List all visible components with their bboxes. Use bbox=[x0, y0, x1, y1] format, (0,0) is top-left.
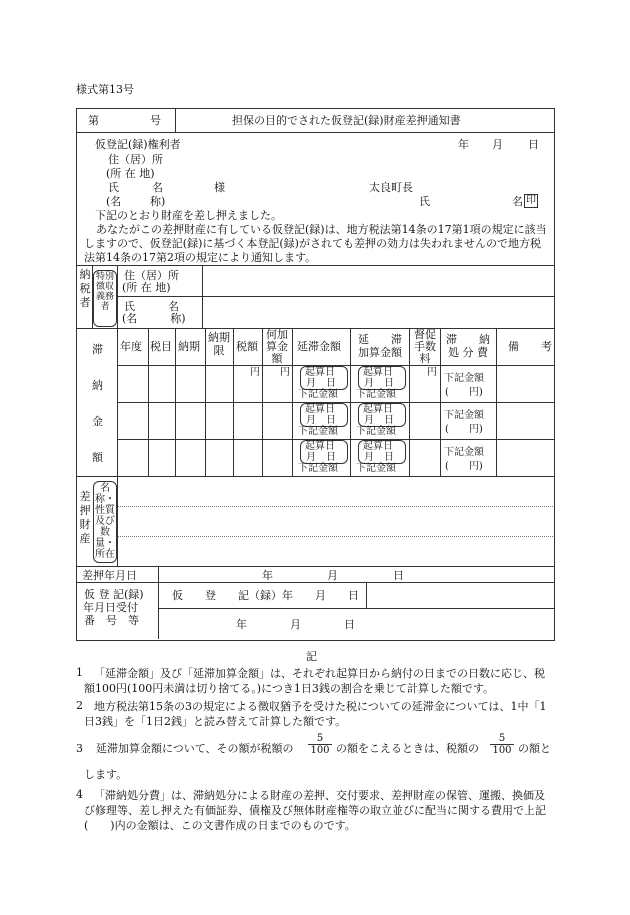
col-year: 年度 bbox=[120, 340, 142, 353]
form-number: 様式第13号 bbox=[76, 83, 134, 96]
name-alt-a: (名 bbox=[106, 195, 122, 208]
add-monthday-3: 月 日 bbox=[364, 452, 394, 463]
note-2-text: 地方税法第15条の3の規定による徴収猶予を受けた税についての延滞金については、1中「1日3銭」を「1日2銭」と読み替えて計算した額です。 bbox=[84, 700, 547, 728]
fee-note-2: 下記金額 bbox=[444, 410, 484, 421]
intro-line: 下記のとおり財産を差し押えました。 bbox=[95, 209, 282, 222]
col-dunning-fee: 督促手数料 bbox=[414, 328, 436, 365]
delinquency-monthday-2: 月 日 bbox=[306, 415, 336, 426]
col-disposal-fee: 滞 納処 分 費 bbox=[446, 333, 490, 359]
fraction-2-denominator: 100 bbox=[490, 744, 514, 756]
col-remarks: 備 考 bbox=[508, 340, 552, 353]
fee-paren-2: ( 円) bbox=[445, 424, 483, 435]
notice-body: あなたがこの差押財産に有している仮登記(録)は、地方税法第14条の17第1項の規定に該当しますので、仮登記(録)に基づく本登記(録)がされても差押の効力は失われませんので地方税法第14条の17第2項の規定により通知します。 bbox=[84, 223, 547, 264]
seizure-month: 月 bbox=[327, 569, 338, 582]
add-below-2: 下記金額 bbox=[356, 426, 396, 437]
number-prefix: 第 bbox=[88, 114, 99, 127]
delinquency-start-1: 起算日 bbox=[305, 367, 335, 378]
add-below-3: 下記金額 bbox=[356, 463, 396, 474]
delinquency-below-3: 下記金額 bbox=[298, 463, 338, 474]
yen-additional: 円 bbox=[280, 367, 290, 378]
sama-label: 様 bbox=[214, 181, 225, 194]
add-start-2: 起算日 bbox=[363, 404, 393, 415]
delinquency-monthday-3: 月 日 bbox=[306, 452, 336, 463]
registration-right-divider bbox=[366, 582, 367, 608]
number-suffix: 号 bbox=[150, 114, 161, 127]
seizure-day: 日 bbox=[393, 569, 404, 582]
col-delinquency: 延滞金額 bbox=[297, 340, 341, 353]
registration-mid-line bbox=[158, 608, 554, 609]
add-start-1: 起算日 bbox=[363, 367, 393, 378]
note-1-number: 1 bbox=[76, 666, 83, 679]
col-delinquency-add: 延 滞加算金額 bbox=[358, 333, 402, 359]
note-4-number: 4 bbox=[76, 788, 83, 801]
seizure-date-label: 差押年月日 bbox=[82, 569, 137, 582]
note-4-text: 「滞納処分費」は、滞納処分による財産の差押、交付要求、差押財産の保管、運搬、換価及び修理等、差し押えた有価証券、債権及び無体財産権等の取立並びに配当に関する費用で上記( )内の金額は、この文書作成の日までのものです。 bbox=[84, 789, 546, 832]
registration-value: 仮 登 記（録）年 月 日 bbox=[172, 589, 359, 602]
delinquency-below-2: 下記金額 bbox=[298, 426, 338, 437]
right-holder-label: 仮登記(録)権利者 bbox=[95, 138, 181, 151]
property-detail-label: 名称・性質及び数量・所在 bbox=[95, 483, 115, 560]
fee-note-1: 下記金額 bbox=[444, 373, 484, 384]
notes-heading: 記 bbox=[306, 650, 317, 663]
registration-number-month: 月 bbox=[290, 618, 301, 631]
seizure-bottom-line bbox=[76, 582, 554, 583]
delinquency-monthday-1: 月 日 bbox=[306, 378, 336, 389]
note-3-text-b: の額をこえるときは、税額の bbox=[336, 742, 479, 755]
document-title: 担保の目的でされた仮登記(録)財産差押通知書 bbox=[232, 114, 461, 127]
property-dotted-1 bbox=[118, 506, 553, 507]
name-shi: 氏 bbox=[108, 181, 119, 194]
property-dotted-2 bbox=[118, 536, 553, 537]
arrears-char-1: 滞 bbox=[92, 343, 103, 356]
yen-dunning-fee: 円 bbox=[427, 367, 437, 378]
add-start-3: 起算日 bbox=[363, 441, 393, 452]
date-divider bbox=[158, 566, 159, 639]
yen-tax-amount: 円 bbox=[250, 367, 260, 378]
registration-label-3: 番 号 等 bbox=[84, 614, 139, 627]
note-3-text-c: の額と bbox=[518, 742, 551, 755]
arrears-bottom-line bbox=[76, 476, 554, 477]
note-2-number: 2 bbox=[76, 699, 83, 712]
taxpayer-label: 納税者 bbox=[79, 268, 91, 309]
special-collector-label: 特別徴収義務者 bbox=[95, 272, 114, 312]
fraction-1-denominator: 100 bbox=[308, 744, 332, 756]
fee-note-3: 下記金額 bbox=[444, 447, 484, 458]
note-3-fraction-2 bbox=[490, 733, 514, 756]
registration-label-2: 年月日受付 bbox=[83, 601, 138, 614]
note-3-text-a: 延滞加算金額について、その額が税額の bbox=[96, 742, 294, 755]
note-3-fraction-1 bbox=[308, 733, 332, 756]
col-due-date: 納期限 bbox=[208, 331, 230, 357]
taxpayer-mid-line bbox=[117, 296, 554, 297]
col-additional: 何加算金額 bbox=[266, 328, 288, 365]
delinquency-below-1: 下記金額 bbox=[298, 389, 338, 400]
fee-paren-1: ( 円) bbox=[445, 387, 483, 398]
date-month: 月 bbox=[492, 138, 503, 151]
registration-label-1: 仮 登 記(録) bbox=[84, 588, 144, 601]
location-label: (所 在 地) bbox=[106, 167, 155, 180]
fee-paren-3: ( 円) bbox=[445, 461, 483, 472]
taxpayer-name-alt-label: (名 称) bbox=[122, 312, 186, 325]
date-day: 日 bbox=[528, 138, 539, 151]
col-tax-amount: 税額 bbox=[236, 340, 258, 353]
note-1-text: 「延滞金額」及び「延滞加算金額」は、それぞれ起算日から納付の日までの日数に応じ、税額100円(100円未満は切り捨てる。)につき1日3銭の割合を乗じて計算した額です。 bbox=[84, 667, 545, 695]
arrears-char-3: 金 bbox=[92, 415, 103, 428]
registration-number-year: 年 bbox=[236, 618, 247, 631]
mayor-title: 太良町長 bbox=[369, 181, 413, 194]
fraction-1-numerator: 5 bbox=[316, 733, 324, 744]
official-mei: 名 bbox=[512, 195, 523, 208]
address-label: 住（居）所 bbox=[108, 153, 163, 166]
add-monthday-2: 月 日 bbox=[364, 415, 394, 426]
arrears-char-2: 納 bbox=[92, 379, 103, 392]
note-3-number: 3 bbox=[76, 742, 83, 755]
recipient-bottom-line bbox=[76, 265, 554, 266]
header-bottom-line bbox=[76, 132, 554, 133]
property-label: 差押財産 bbox=[79, 490, 91, 545]
taxpayer-location-label: (所 在 地) bbox=[122, 281, 171, 294]
col-tax-item: 税目 bbox=[150, 340, 172, 353]
date-year: 年 bbox=[458, 138, 469, 151]
arrears-char-4: 額 bbox=[92, 451, 103, 464]
name-alt-b: 称) bbox=[150, 195, 166, 208]
registration-number-day: 日 bbox=[344, 618, 355, 631]
note-3-text-d: します。 bbox=[84, 768, 128, 781]
property-divider bbox=[117, 476, 118, 566]
header-divider bbox=[175, 108, 176, 132]
col-period: 納期 bbox=[178, 340, 200, 353]
property-bottom-line bbox=[76, 566, 554, 567]
taxpayer-address-label: 住（居）所 bbox=[124, 269, 179, 282]
add-below-1: 下記金額 bbox=[356, 389, 396, 400]
official-seal-box: 印 bbox=[526, 195, 536, 206]
delinquency-start-2: 起算日 bbox=[305, 404, 335, 415]
official-shi: 氏 bbox=[419, 195, 430, 208]
fraction-2-numerator: 5 bbox=[498, 733, 506, 744]
add-monthday-1: 月 日 bbox=[364, 378, 394, 389]
seizure-year: 年 bbox=[262, 569, 273, 582]
taxpayer-name-label: 氏 名 bbox=[124, 300, 179, 313]
delinquency-start-3: 起算日 bbox=[305, 441, 335, 452]
name-mei: 名 bbox=[152, 181, 163, 194]
